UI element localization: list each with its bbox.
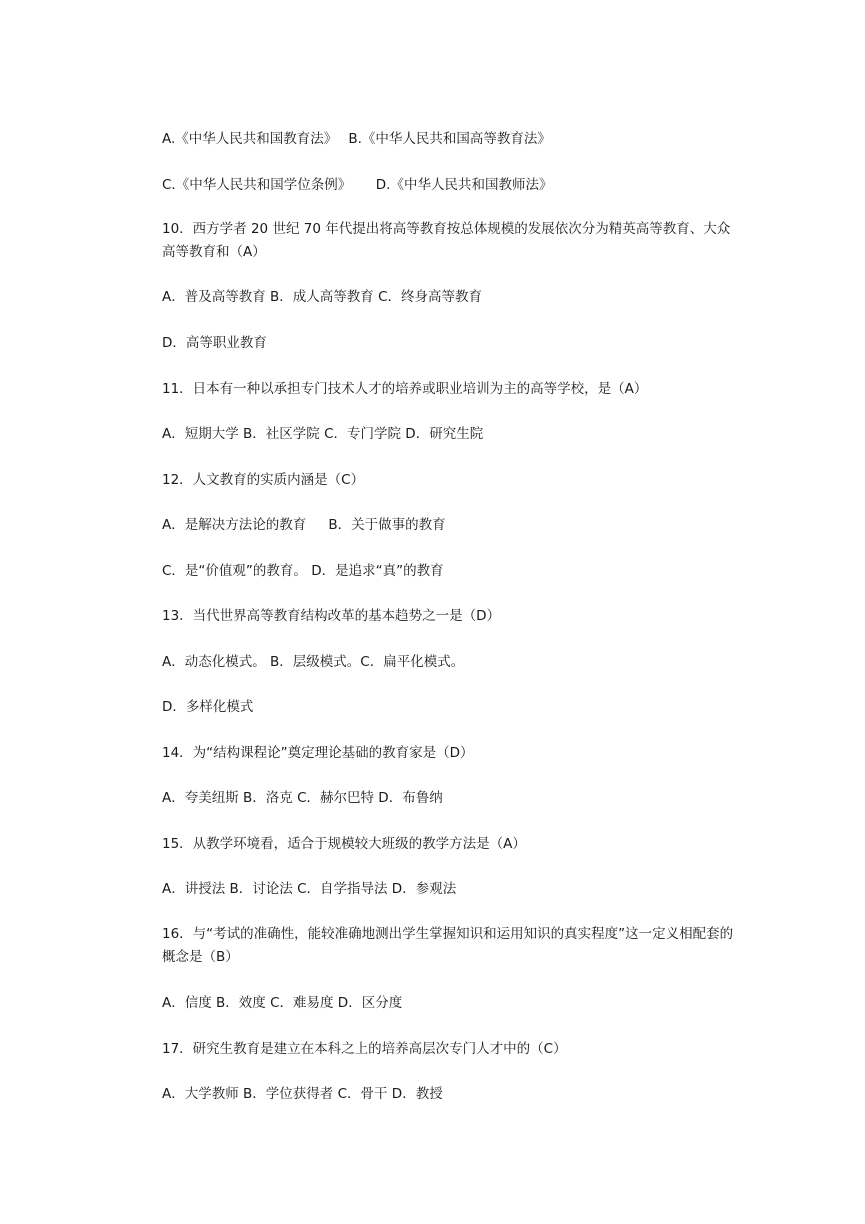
q9-options-ab: A.《中华人民共和国教育法》 B.《中华人民共和国高等教育法》 xyxy=(162,131,551,147)
q17-options: A．大学教师 B．学位获得者 C．骨干 D．教授 xyxy=(162,1086,443,1102)
question-10: 10．西方学者 20 世纪 70 年代提出将高等教育按总体规模的发展依次分为精英高等教育、大众高等教育和（A） xyxy=(162,221,731,260)
q13-option-d: D．多样化模式 xyxy=(162,699,254,715)
question-11: 11．日本有一种以承担专门技术人才的培养或职业培训为主的高等学校，是（A） xyxy=(162,381,648,397)
q16-options: A．信度 B．效度 C．难易度 D．区分度 xyxy=(162,995,403,1011)
q10-option-d: D．高等职业教育 xyxy=(162,335,267,351)
q14-options: A．夸美纽斯 B．洛克 C．赫尔巴特 D．布鲁纳 xyxy=(162,790,443,806)
q9-options-cd: C.《中华人民共和国学位条例》 D.《中华人民共和国教师法》 xyxy=(162,177,553,193)
q13-options-abc: A．动态化模式。 B．层级模式。C．扁平化模式。 xyxy=(162,654,465,670)
question-13: 13．当代世界高等教育结构改革的基本趋势之一是（D） xyxy=(162,608,501,624)
question-17: 17．研究生教育是建立在本科之上的培养高层次专门人才中的（C） xyxy=(162,1041,567,1057)
q12-options-ab: A．是解决方法论的教育 B．关于做事的教育 xyxy=(162,517,446,533)
question-14: 14．为“结构课程论”奠定理论基础的教育家是（D） xyxy=(162,745,474,761)
q12-options-cd: C．是“价值观”的教育。 D．是追求“真”的教育 xyxy=(162,563,444,579)
q10-options-abc: A．普及高等教育 B．成人高等教育 C．终身高等教育 xyxy=(162,289,483,305)
q15-options: A．讲授法 B．讨论法 C．自学指导法 D．参观法 xyxy=(162,881,457,897)
question-16: 16．与“考试的准确性，能较准确地测出学生掌握知识和运用知识的真实程度”这一定义相配套的概念是（B） xyxy=(162,926,734,965)
q11-options: A．短期大学 B．社区学院 C．专门学院 D．研究生院 xyxy=(162,426,484,442)
question-15: 15．从教学环境看，适合于规模较大班级的教学方法是（A） xyxy=(162,836,526,852)
question-12: 12．人文教育的实质内涵是（C） xyxy=(162,472,365,488)
